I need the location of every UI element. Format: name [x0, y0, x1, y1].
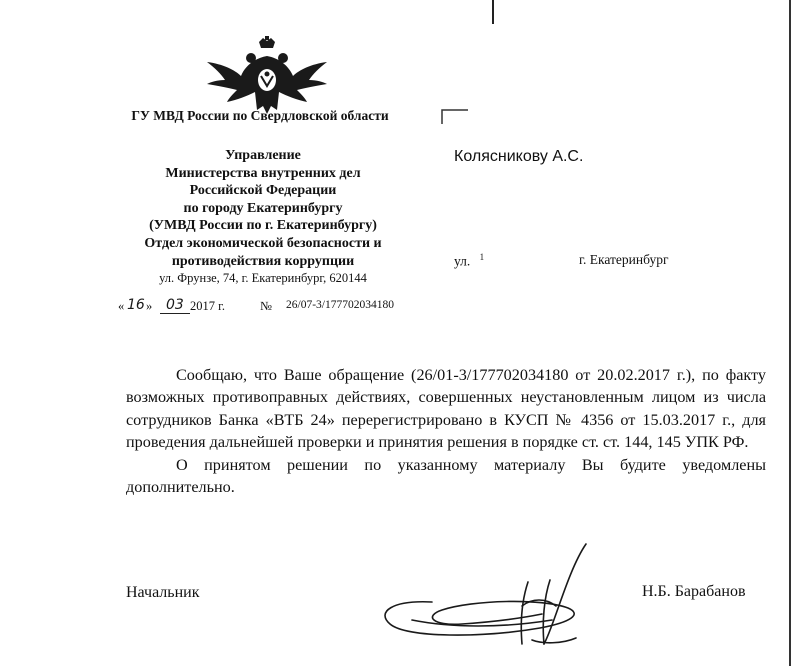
double-headed-eagle-icon	[205, 36, 329, 116]
dept-line: противодействия коррупции	[171, 253, 355, 269]
recipient-city: г. Екатеринбург	[579, 252, 669, 267]
signer-title: Начальник	[126, 584, 200, 601]
issuer-title: ГУ МВД России по Свердловской области	[131, 108, 389, 123]
quote-close: »	[146, 299, 153, 313]
date-month: 03	[166, 297, 184, 313]
month-underline	[160, 313, 190, 314]
street-label: ул.	[454, 253, 471, 269]
quote-open: «	[118, 299, 125, 313]
street-superscript: 1	[479, 252, 485, 262]
letter-body	[126, 364, 766, 498]
document-number: 26/07-3/177702034180	[286, 299, 394, 311]
number-sign: №	[260, 299, 272, 313]
department-block	[118, 147, 408, 288]
dept-line: Управление	[225, 148, 301, 163]
dept-line: Российской Федерации	[189, 183, 337, 199]
recipient-street	[454, 252, 484, 270]
body-paragraph: Сообщаю, что Ваше обращение (26/01-3/177702034180 от 20.02.2017 г.), по факту возможных противоправных действиях, совершенных неустановленным лицом из числа сотрудников Банка «ВТБ 24» перерегистрировано в КУСП № 4356 от 15.03.2017 г., для проведения дальнейшей проверки и принятия решения в порядке ст. ст. 144, 145 УПК РФ.	[126, 366, 766, 452]
scan-mark	[492, 0, 494, 24]
dept-line: Отдел экономической безопасности и	[144, 235, 382, 251]
date-day: 16	[127, 297, 145, 313]
date-year: 2017 г.	[190, 299, 225, 313]
body-paragraph: О принятом решении по указанному материалу Вы будите уведомлены дополнительно.	[126, 455, 766, 497]
signer-name: Н.Б. Барабанов	[642, 583, 746, 600]
dept-address: ул. Фрунзе, 74, г. Екатеринбург, 620144	[159, 271, 367, 286]
dept-line: по городу Екатеринбургу	[183, 200, 343, 216]
date-number-row	[118, 297, 418, 319]
corner-mark	[440, 108, 470, 124]
handwritten-signature	[372, 540, 602, 660]
dept-line: Министерства внутренних дел	[165, 165, 361, 181]
scan-edge	[789, 0, 791, 666]
dept-line: (УМВД России по г. Екатеринбургу)	[149, 218, 377, 234]
recipient-name: Колясникову А.С.	[454, 148, 584, 165]
